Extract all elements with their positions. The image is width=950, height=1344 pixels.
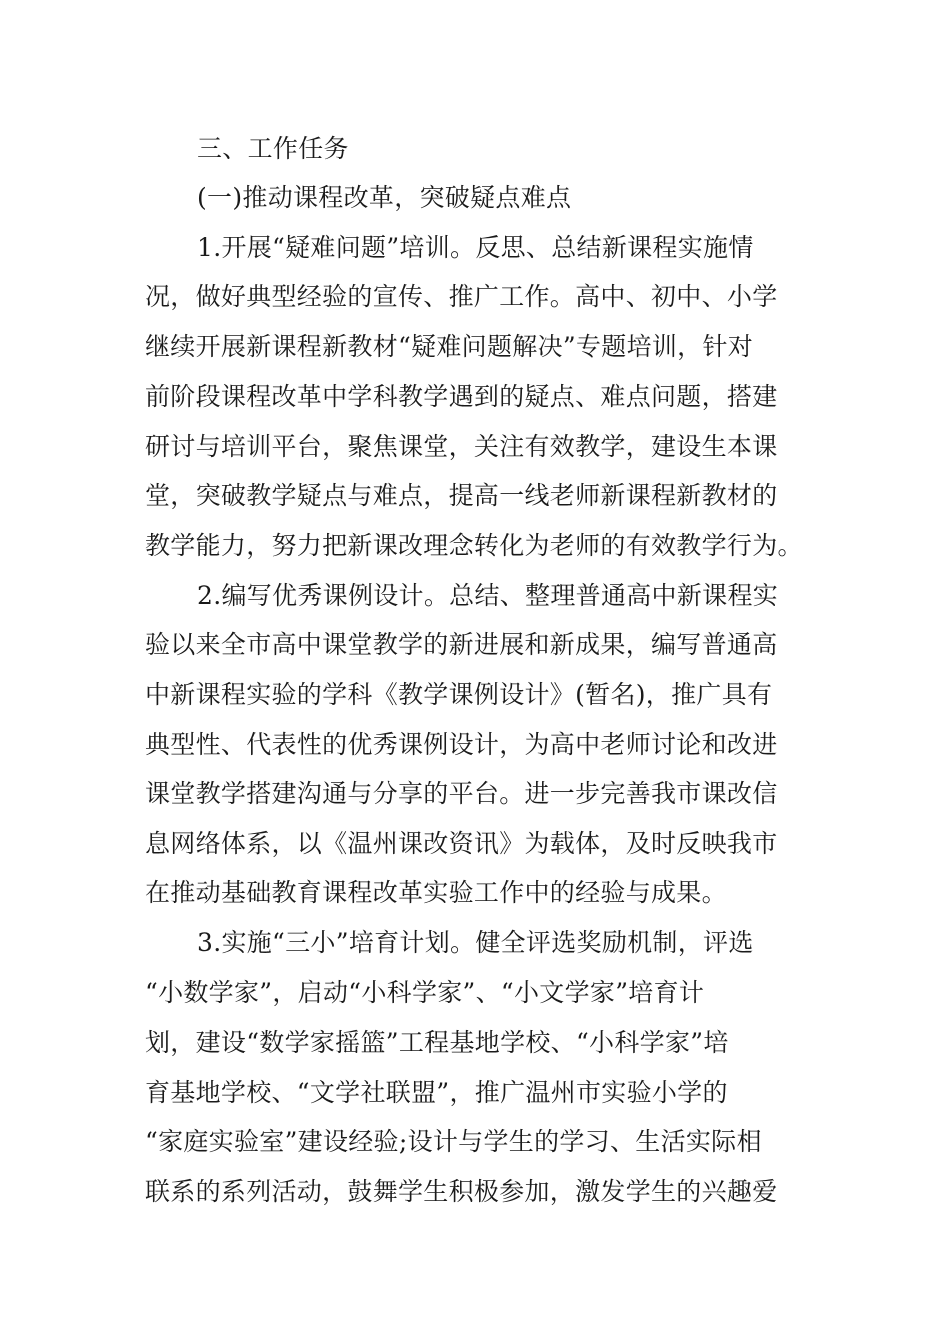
paragraph-line: 在推动基础教育课程改革实验工作中的经验与成果。 (145, 878, 727, 907)
paragraph-line: 教学能力，努力把新课改理念转化为老师的有效教学行为。 (145, 531, 803, 560)
paragraph-line: 息网络体系，以《温州课改资讯》为载体，及时反映我市 (145, 829, 778, 858)
paragraph-line: 联系的系列活动，鼓舞学生积极参加，激发学生的兴趣爱 (145, 1177, 778, 1206)
paragraph-line: 堂，突破教学疑点与难点，提高一线老师新课程新教材的 (145, 481, 778, 510)
paragraph-line: 况，做好典型经验的宣传、推广工作。高中、初中、小学 (145, 282, 778, 311)
subheading: (一)推动课程改革，突破疑点难点 (197, 183, 572, 212)
paragraph-line: 典型性、代表性的优秀课例设计，为高中老师讨论和改进 (145, 730, 778, 759)
paragraph-line: 前阶段课程改革中学科教学遇到的疑点、难点问题，搭建 (145, 382, 778, 411)
paragraph-line: 验以来全市高中课堂教学的新进展和新成果，编写普通高 (145, 630, 778, 659)
paragraph-line: 1.开展“疑难问题”培训。反思、总结新课程实施情 (197, 233, 754, 262)
paragraph-line: 中新课程实验的学科《教学课例设计》(暂名)，推广具有 (145, 680, 773, 709)
paragraph-line: 育基地学校、“文学社联盟”，推广温州市实验小学的 (145, 1078, 728, 1107)
paragraph-line: “家庭实验室”建设经验;设计与学生的学习、生活实际相 (145, 1127, 762, 1156)
section-heading: 三、工作任务 (197, 134, 349, 163)
paragraph-line: 继续开展新课程新教材“疑难问题解决”专题培训，针对 (145, 332, 754, 361)
paragraph-line: “小数学家”，启动“小科学家”、“小文学家”培育计 (145, 978, 705, 1007)
paragraph-line: 研讨与培训平台，聚焦课堂，关注有效教学，建设生本课 (145, 432, 778, 461)
paragraph-line: 2.编写优秀课例设计。总结、整理普通高中新课程实 (197, 581, 779, 610)
paragraph-line: 3.实施“三小”培育计划。健全评选奖励机制，评选 (197, 928, 754, 957)
paragraph-line: 课堂教学搭建沟通与分享的平台。进一步完善我市课改信 (145, 779, 778, 808)
paragraph-line: 划，建设“数学家摇篮”工程基地学校、“小科学家”培 (145, 1028, 729, 1057)
